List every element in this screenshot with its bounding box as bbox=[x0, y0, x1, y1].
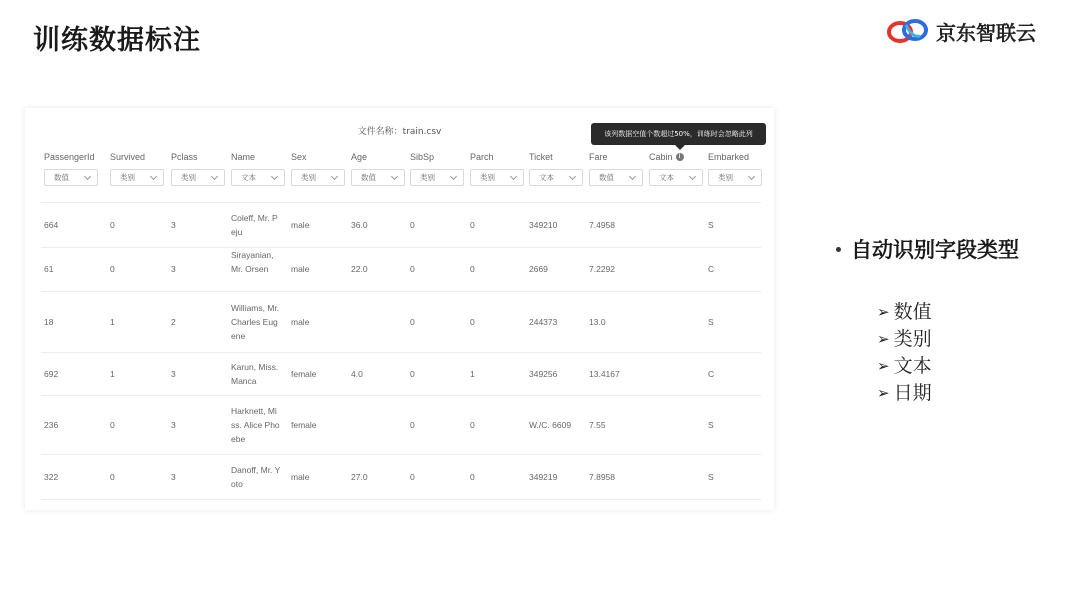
table-cell: 18 bbox=[44, 316, 54, 327]
arrow-bullet-icon: ➢ bbox=[877, 357, 890, 375]
column-header bbox=[649, 152, 684, 162]
arrow-bullet-icon: ➢ bbox=[877, 330, 890, 348]
column-header-label: Parch bbox=[470, 152, 494, 162]
column-header bbox=[351, 152, 367, 162]
table-cell: Sirayanian, Mr. Orsen bbox=[231, 250, 274, 274]
table-cell: female bbox=[291, 368, 317, 379]
table-cell: 0 bbox=[410, 219, 415, 230]
cabin-tooltip: 该列数据空值个数超过50%，训练时会忽略此列 bbox=[591, 123, 766, 145]
column-header bbox=[470, 152, 494, 162]
column-type-select[interactable] bbox=[110, 169, 164, 186]
chevron-down-icon bbox=[510, 173, 517, 180]
chevron-down-icon bbox=[150, 173, 157, 180]
chevron-down-icon bbox=[391, 173, 398, 180]
info-icon[interactable]: i bbox=[676, 153, 684, 161]
table-cell: male bbox=[291, 316, 310, 327]
slide-title: 训练数据标注 bbox=[33, 25, 201, 56]
column-type-select[interactable] bbox=[589, 169, 643, 186]
table-cell: 0 bbox=[110, 471, 115, 482]
table-cell: 1 bbox=[110, 316, 115, 327]
field-type-label: 日期 bbox=[893, 382, 932, 404]
table-cell: female bbox=[291, 419, 317, 430]
column-header-label: Name bbox=[231, 152, 256, 162]
table-cell: 7.8958 bbox=[589, 471, 615, 482]
table-cell: 22.0 bbox=[351, 264, 368, 274]
logo-text: 京东智联云 bbox=[936, 20, 1036, 45]
row-divider bbox=[41, 202, 761, 203]
arrow-bullet-icon: ➢ bbox=[877, 303, 890, 321]
row-divider bbox=[41, 395, 761, 396]
column-type-value: 文本 bbox=[659, 173, 674, 182]
table-cell: 0 bbox=[410, 419, 415, 430]
field-type-list bbox=[877, 299, 932, 407]
column-header-label: Embarked bbox=[708, 152, 750, 162]
table-cell: 0 bbox=[410, 316, 415, 327]
table-cell: 0 bbox=[410, 264, 415, 274]
table-cell: 1 bbox=[110, 368, 115, 379]
table-cell: 3 bbox=[171, 219, 176, 230]
table-cell: male bbox=[291, 264, 310, 274]
table-cell: 244373 bbox=[529, 316, 558, 327]
table-cell: 0 bbox=[470, 264, 475, 274]
column-header-label: Survived bbox=[110, 152, 146, 162]
column-type-value: 数值 bbox=[361, 173, 376, 182]
table-cell: 3 bbox=[171, 368, 176, 379]
column-header bbox=[110, 152, 145, 162]
column-type-value: 类别 bbox=[718, 173, 733, 182]
column-type-select[interactable] bbox=[351, 169, 405, 186]
table-cell: Coleff, Mr. Peju bbox=[231, 212, 278, 237]
column-header bbox=[410, 152, 434, 162]
table-cell: 0 bbox=[410, 368, 415, 379]
table-cell: 7.2292 bbox=[589, 264, 615, 274]
chevron-down-icon bbox=[271, 173, 278, 180]
chevron-down-icon bbox=[211, 173, 218, 180]
table-cell: W./C. 6609 bbox=[529, 419, 572, 430]
chevron-down-icon bbox=[689, 173, 696, 180]
column-type-value: 数值 bbox=[54, 173, 69, 182]
table-cell: 61 bbox=[44, 264, 54, 274]
row-divider bbox=[41, 352, 761, 353]
column-type-select[interactable] bbox=[291, 169, 345, 186]
table-cell: 236 bbox=[44, 419, 59, 430]
chevron-down-icon bbox=[450, 173, 457, 180]
table-cell: 0 bbox=[470, 219, 475, 230]
chevron-down-icon bbox=[748, 173, 755, 180]
column-type-value: 数值 bbox=[599, 173, 614, 182]
bullet-dot-icon bbox=[836, 247, 841, 252]
column-header-label: Pclass bbox=[171, 152, 198, 162]
table-cell: male bbox=[291, 219, 310, 230]
column-type-value: 类别 bbox=[301, 173, 316, 182]
chevron-down-icon bbox=[84, 173, 91, 180]
table-cell: 13.4167 bbox=[589, 368, 620, 379]
table-cell: 27.0 bbox=[351, 471, 368, 482]
column-type-select[interactable] bbox=[529, 169, 583, 186]
field-type-label: 数值 bbox=[893, 301, 932, 323]
column-header-label: Ticket bbox=[529, 152, 553, 162]
cloud-logo-icon bbox=[886, 16, 930, 46]
feature-heading bbox=[836, 234, 1019, 264]
row-divider bbox=[41, 291, 761, 292]
column-type-select[interactable] bbox=[231, 169, 285, 186]
table-cell: C bbox=[708, 368, 715, 379]
table-cell: 692 bbox=[44, 368, 59, 379]
row-divider bbox=[41, 247, 761, 248]
field-type-label: 文本 bbox=[893, 355, 932, 377]
column-header-label: Cabin bbox=[649, 152, 673, 162]
file-name-label: 文件名称：train.csv bbox=[357, 127, 442, 137]
field-type-item bbox=[877, 380, 932, 407]
column-type-value: 类别 bbox=[120, 173, 135, 182]
column-type-value: 文本 bbox=[539, 173, 554, 182]
column-header bbox=[708, 152, 749, 162]
column-header-label: Fare bbox=[589, 152, 608, 162]
column-header bbox=[44, 152, 95, 162]
column-type-select[interactable] bbox=[410, 169, 464, 186]
table-cell: S bbox=[708, 219, 714, 230]
table-cell: 0 bbox=[110, 419, 115, 430]
column-header-label: PassengerId bbox=[44, 152, 95, 162]
table-cell: 0 bbox=[110, 264, 115, 274]
table-cell: 664 bbox=[44, 219, 59, 230]
row-divider bbox=[41, 454, 761, 455]
column-type-value: 类别 bbox=[480, 173, 495, 182]
table-cell: 2669 bbox=[529, 264, 548, 274]
table-cell: 3 bbox=[171, 419, 176, 430]
field-type-item bbox=[877, 353, 932, 380]
column-header bbox=[529, 152, 553, 162]
field-type-label: 类别 bbox=[893, 328, 932, 350]
table-cell: 322 bbox=[44, 471, 59, 482]
table-cell: 349210 bbox=[529, 219, 558, 230]
table-cell: 36.0 bbox=[351, 219, 368, 230]
table-cell: 0 bbox=[470, 471, 475, 482]
field-type-item bbox=[877, 299, 932, 326]
table-cell: 0 bbox=[410, 471, 415, 482]
table-cell: 0 bbox=[110, 219, 115, 230]
table-cell: 3 bbox=[171, 471, 176, 482]
column-type-select[interactable] bbox=[470, 169, 524, 186]
feature-heading-text: 自动识别字段类型 bbox=[851, 238, 1019, 262]
table-cell: 3 bbox=[171, 264, 176, 274]
table-cell: 349219 bbox=[529, 471, 558, 482]
data-annotation-panel bbox=[25, 108, 774, 510]
company-logo bbox=[886, 16, 1036, 46]
table-cell: Danoff, Mr. Yoto bbox=[231, 464, 281, 489]
column-type-value: 类别 bbox=[420, 173, 435, 182]
column-type-select[interactable] bbox=[649, 169, 703, 186]
chevron-down-icon bbox=[629, 173, 636, 180]
table-cell: 2 bbox=[171, 316, 176, 327]
table-cell: 0 bbox=[470, 316, 475, 327]
table-cell: 13.0 bbox=[589, 316, 606, 327]
column-header bbox=[231, 152, 255, 162]
column-header bbox=[171, 152, 198, 162]
chevron-down-icon bbox=[331, 173, 338, 180]
column-header bbox=[589, 152, 608, 162]
table-cell: 7.4958 bbox=[589, 219, 615, 230]
column-type-value: 类别 bbox=[181, 173, 196, 182]
table-cell: male bbox=[291, 471, 310, 482]
column-header-label: Sex bbox=[291, 152, 307, 162]
column-type-select[interactable] bbox=[44, 169, 98, 186]
chevron-down-icon bbox=[569, 173, 576, 180]
column-header-label: SibSp bbox=[410, 152, 435, 162]
column-header bbox=[291, 152, 307, 162]
table-cell: 0 bbox=[470, 419, 475, 430]
table-cell: Karun, Miss. Manca bbox=[231, 361, 279, 386]
arrow-bullet-icon: ➢ bbox=[877, 384, 890, 402]
table-cell: 1 bbox=[470, 368, 475, 379]
table-cell: S bbox=[708, 316, 714, 327]
table-cell: Williams, Mr. Charles Eugene bbox=[231, 302, 280, 341]
column-header-label: Age bbox=[351, 152, 368, 162]
table-cell: 349256 bbox=[529, 368, 558, 379]
column-type-select[interactable] bbox=[171, 169, 225, 186]
table-cell: S bbox=[708, 419, 714, 430]
table-cell: 7.55 bbox=[589, 419, 606, 430]
column-type-value: 文本 bbox=[241, 173, 256, 182]
table-cell: C bbox=[708, 264, 715, 274]
table-cell: 4.0 bbox=[351, 368, 363, 379]
column-type-select[interactable] bbox=[708, 169, 762, 186]
table-cell: S bbox=[708, 471, 714, 482]
table-cell: Harknett, Miss. Alice Phoebe bbox=[231, 405, 280, 444]
row-divider bbox=[41, 499, 761, 500]
field-type-item bbox=[877, 326, 932, 353]
